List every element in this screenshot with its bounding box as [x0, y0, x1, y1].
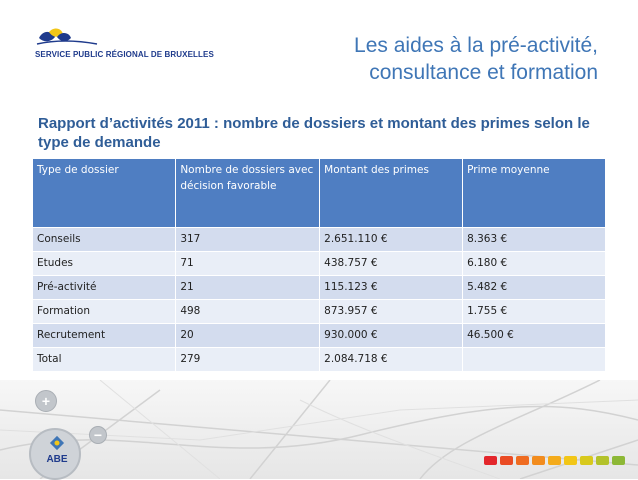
color-bar-segment: [580, 456, 593, 465]
cell-average: 5.482 €: [463, 276, 606, 300]
cell-amount: 2.084.718 €: [320, 348, 463, 372]
report-subtitle: Rapport d’activités 2011 : nombre de dossiers et montant des primes selon le type de demande: [38, 115, 590, 151]
table-row: [33, 300, 606, 324]
color-bar-segment: [548, 456, 561, 465]
color-bar-segment: [516, 456, 529, 465]
color-bar-segment: [564, 456, 577, 465]
color-bar-segment: [484, 456, 497, 465]
column-header-count: Nombre de dossiers avec décision favorable: [176, 159, 320, 228]
cell-type: Total: [33, 348, 176, 372]
table-row: [33, 324, 606, 348]
abe-logo-text: ABE: [46, 454, 68, 465]
table-row: [33, 252, 606, 276]
cell-type: Conseils: [33, 228, 176, 252]
table-row: [33, 276, 606, 300]
cell-count: 279: [176, 348, 320, 372]
cell-count: 20: [176, 324, 320, 348]
table-row: [33, 228, 606, 252]
zoom-in-button[interactable]: [35, 390, 57, 412]
color-progress-bar: [484, 456, 630, 465]
cell-count: 317: [176, 228, 320, 252]
slide-title-line-1: Les aides à la pré-activité,: [354, 34, 598, 57]
iris-icon: [35, 28, 105, 48]
abe-navigation: [15, 390, 105, 479]
color-bar-segment: [532, 456, 545, 465]
cell-average: 6.180 €: [463, 252, 606, 276]
cell-type: Etudes: [33, 252, 176, 276]
slide-title: [268, 32, 598, 86]
abe-logo[interactable]: [29, 428, 81, 480]
column-header-type: Type de dossier: [33, 159, 176, 228]
table-header-row: [33, 159, 606, 228]
zoom-out-button[interactable]: [89, 426, 107, 444]
cell-average: 8.363 €: [463, 228, 606, 252]
cell-type: Formation: [33, 300, 176, 324]
brussels-logo: [35, 28, 235, 68]
cell-count: 21: [176, 276, 320, 300]
column-header-amount: Montant des primes: [320, 159, 463, 228]
cell-amount: 115.123 €: [320, 276, 463, 300]
table-row-total: [33, 348, 606, 372]
abe-diamond-icon: [48, 434, 66, 452]
cell-count: 71: [176, 252, 320, 276]
column-header-average: Prime moyenne: [463, 159, 606, 228]
cell-type: Recrutement: [33, 324, 176, 348]
cell-average: 1.755 €: [463, 300, 606, 324]
color-bar-segment: [612, 456, 625, 465]
cell-count: 498: [176, 300, 320, 324]
minus-icon: −: [93, 427, 103, 443]
cell-amount: 930.000 €: [320, 324, 463, 348]
plus-icon: +: [41, 393, 51, 409]
cell-average: [463, 348, 606, 372]
slide-title-line-2: consultance et formation: [369, 61, 598, 84]
color-bar-segment: [500, 456, 513, 465]
cell-amount: 438.757 €: [320, 252, 463, 276]
color-bar-segment: [596, 456, 609, 465]
dossier-table: [33, 159, 606, 372]
cell-amount: 2.651.110 €: [320, 228, 463, 252]
cell-amount: 873.957 €: [320, 300, 463, 324]
organisation-name: SERVICE PUBLIC RÉGIONAL DE BRUXELLES: [35, 50, 214, 59]
cell-type: Pré-activité: [33, 276, 176, 300]
cell-average: 46.500 €: [463, 324, 606, 348]
